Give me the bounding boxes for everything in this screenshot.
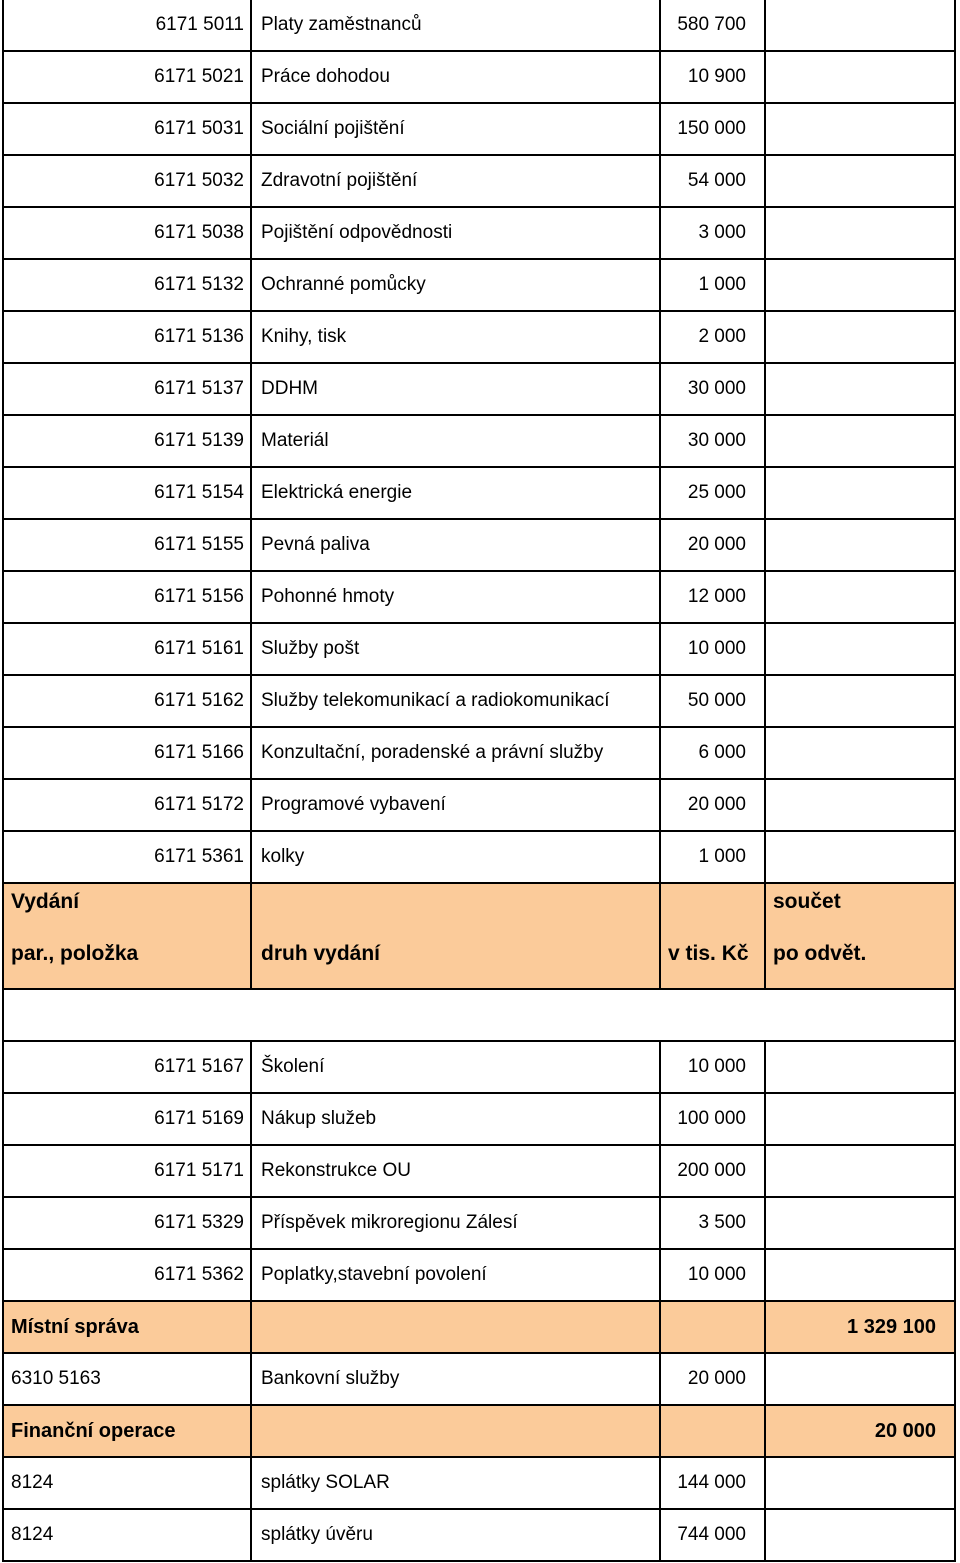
- row-code: 6171 5031: [2, 104, 250, 154]
- row-name: Práce dohodou: [250, 52, 659, 102]
- row-name: splátky SOLAR: [250, 1458, 659, 1508]
- row-amount: 150 000: [659, 104, 764, 154]
- expense-row: [2, 312, 956, 364]
- expense-row: [2, 780, 956, 832]
- row-amount: 20 000: [659, 1354, 764, 1404]
- row-amount: 6 000: [659, 728, 764, 778]
- row-code: 6171 5132: [2, 260, 250, 310]
- row-sum-empty: [764, 364, 956, 414]
- row-amount: 144 000: [659, 1458, 764, 1508]
- row-amount: 100 000: [659, 1094, 764, 1144]
- row-sum-empty: [764, 780, 956, 830]
- row-sum-empty: [764, 728, 956, 778]
- header-col-sum: [764, 884, 956, 988]
- expense-row: [2, 364, 956, 416]
- expense-row: [2, 624, 956, 676]
- subtotal-row-financni-operace: [2, 1406, 956, 1458]
- row-amount: 10 900: [659, 52, 764, 102]
- row-amount: 1 000: [659, 260, 764, 310]
- expense-row: [2, 156, 956, 208]
- spacer-cell: [2, 990, 250, 1040]
- row-name: Materiál: [250, 416, 659, 466]
- expense-row: [2, 1250, 956, 1302]
- row-code: 6171 5154: [2, 468, 250, 518]
- row-amount: 30 000: [659, 364, 764, 414]
- row-amount: 744 000: [659, 1510, 764, 1560]
- row-sum-empty: [764, 1146, 956, 1196]
- subtotal-empty: [250, 1302, 659, 1352]
- row-name: Příspěvek mikroregionu Zálesí: [250, 1198, 659, 1248]
- row-amount: 54 000: [659, 156, 764, 206]
- row-code: 6171 5169: [2, 1094, 250, 1144]
- row-sum-empty: [764, 624, 956, 674]
- header-po-odvet: po odvět.: [773, 942, 867, 965]
- row-sum-empty: [764, 676, 956, 726]
- row-sum-empty: [764, 1042, 956, 1092]
- row-sum-empty: [764, 1198, 956, 1248]
- row-amount: 30 000: [659, 416, 764, 466]
- row-code: 8124: [2, 1458, 250, 1508]
- row-sum-empty: [764, 1510, 956, 1560]
- subtotal-empty: [659, 1302, 764, 1352]
- header-v-tis-kc: v tis. Kč: [668, 942, 749, 965]
- subtotal-empty: [250, 1406, 659, 1456]
- row-amount: 580 700: [659, 0, 764, 50]
- row-name: Pevná paliva: [250, 520, 659, 570]
- row-name: Knihy, tisk: [250, 312, 659, 362]
- spacer-row: [2, 990, 956, 1042]
- expense-rows-group-c: [2, 1458, 956, 1562]
- header-col-amount: [659, 884, 764, 988]
- row-name: Ochranné pomůcky: [250, 260, 659, 310]
- row-code: 6171 5038: [2, 208, 250, 258]
- row-sum-empty: [764, 104, 956, 154]
- row-name: Školení: [250, 1042, 659, 1092]
- row-code: 6171 5329: [2, 1198, 250, 1248]
- row-code: 6171 5021: [2, 52, 250, 102]
- row-amount: 1 000: [659, 832, 764, 882]
- subtotal-label: Finanční operace: [2, 1406, 250, 1456]
- subtotal-total: 1 329 100: [764, 1302, 956, 1352]
- header-col-name: [250, 884, 659, 988]
- row-name: Platy zaměstnanců: [250, 0, 659, 50]
- expense-row: [2, 572, 956, 624]
- expense-row: [2, 1146, 956, 1198]
- expense-row: [2, 208, 956, 260]
- expense-rows-group-b: [2, 1042, 956, 1302]
- row-sum-empty: [764, 260, 956, 310]
- row-code: 6310 5163: [2, 1354, 250, 1404]
- row-code: 6171 5011: [2, 0, 250, 50]
- row-amount: 3 000: [659, 208, 764, 258]
- row-code: 6171 5361: [2, 832, 250, 882]
- expense-row: [2, 520, 956, 572]
- row-name: splátky úvěru: [250, 1510, 659, 1560]
- subtotal-empty: [659, 1406, 764, 1456]
- row-amount: 12 000: [659, 572, 764, 622]
- row-sum-empty: [764, 572, 956, 622]
- expense-row: [2, 104, 956, 156]
- row-sum-empty: [764, 52, 956, 102]
- row-name: DDHM: [250, 364, 659, 414]
- expense-row: [2, 260, 956, 312]
- row-code: 8124: [2, 1510, 250, 1560]
- row-amount: 2 000: [659, 312, 764, 362]
- row-sum-empty: [764, 1250, 956, 1300]
- row-name: Nákup služeb: [250, 1094, 659, 1144]
- row-sum-empty: [764, 0, 956, 50]
- expense-row: [2, 1042, 956, 1094]
- row-name: Elektrická energie: [250, 468, 659, 518]
- row-name: Zdravotní pojištění: [250, 156, 659, 206]
- row-sum-empty: [764, 1094, 956, 1144]
- header-par-polozka: par., položka: [11, 942, 139, 965]
- header-soucet: součet: [773, 890, 841, 913]
- expense-row: [2, 416, 956, 468]
- row-name: Pojištění odpovědnosti: [250, 208, 659, 258]
- row-name: Poplatky,stavební povolení: [250, 1250, 659, 1300]
- row-amount: 10 000: [659, 624, 764, 674]
- row-name: Bankovní služby: [250, 1354, 659, 1404]
- row-sum-empty: [764, 1354, 956, 1404]
- row-sum-empty: [764, 208, 956, 258]
- spacer-cell: [764, 990, 956, 1040]
- row-code: 6171 5161: [2, 624, 250, 674]
- row-sum-empty: [764, 520, 956, 570]
- row-code: 6171 5167: [2, 1042, 250, 1092]
- row-amount: 20 000: [659, 520, 764, 570]
- row-sum-empty: [764, 1458, 956, 1508]
- row-code: 6171 5156: [2, 572, 250, 622]
- row-name: Služby pošt: [250, 624, 659, 674]
- expense-row: [2, 52, 956, 104]
- row-sum-empty: [764, 468, 956, 518]
- row-amount: 200 000: [659, 1146, 764, 1196]
- expense-row: [2, 468, 956, 520]
- header-col-code: [2, 884, 250, 988]
- expense-row: [2, 0, 956, 52]
- subtotal-total: 20 000: [764, 1406, 956, 1456]
- header-vydani: Vydání: [11, 890, 80, 913]
- expense-row: [2, 1458, 956, 1510]
- row-sum-empty: [764, 312, 956, 362]
- row-code: 6171 5362: [2, 1250, 250, 1300]
- row-name: Sociální pojištění: [250, 104, 659, 154]
- expense-row: [2, 676, 956, 728]
- row-code: 6171 5172: [2, 780, 250, 830]
- row-code: 6171 5166: [2, 728, 250, 778]
- row-sum-empty: [764, 416, 956, 466]
- header-druh-vydani: druh vydání: [261, 942, 381, 965]
- subtotal-row-mistni-sprava: [2, 1302, 956, 1354]
- row-code: 6171 5171: [2, 1146, 250, 1196]
- expense-row: [2, 1510, 956, 1562]
- spacer-cell: [659, 990, 764, 1040]
- row-amount: 25 000: [659, 468, 764, 518]
- row-amount: 3 500: [659, 1198, 764, 1248]
- row-amount: 10 000: [659, 1250, 764, 1300]
- expense-row: [2, 728, 956, 780]
- expense-row: [2, 832, 956, 884]
- row-amount: 10 000: [659, 1042, 764, 1092]
- row-amount: 50 000: [659, 676, 764, 726]
- expense-row: [2, 1198, 956, 1250]
- spacer-cell: [250, 990, 659, 1040]
- expense-row: [2, 1094, 956, 1146]
- row-name: Konzultační, poradenské a právní služby: [250, 728, 659, 778]
- row-code: 6171 5155: [2, 520, 250, 570]
- row-name: Rekonstrukce OU: [250, 1146, 659, 1196]
- budget-table: [2, 0, 956, 1562]
- row-code: 6171 5139: [2, 416, 250, 466]
- column-header: [2, 884, 956, 990]
- subtotal-label: Místní správa: [2, 1302, 250, 1352]
- row-name: Programové vybavení: [250, 780, 659, 830]
- row-name: Služby telekomunikací a radiokomunikací: [250, 676, 659, 726]
- row-name: Pohonné hmoty: [250, 572, 659, 622]
- row-amount: 20 000: [659, 780, 764, 830]
- expense-row: [2, 1354, 956, 1406]
- row-code: 6171 5136: [2, 312, 250, 362]
- row-sum-empty: [764, 156, 956, 206]
- expense-rows-group-a: [2, 0, 956, 884]
- row-sum-empty: [764, 832, 956, 882]
- row-code: 6171 5137: [2, 364, 250, 414]
- row-name: kolky: [250, 832, 659, 882]
- row-code: 6171 5032: [2, 156, 250, 206]
- row-code: 6171 5162: [2, 676, 250, 726]
